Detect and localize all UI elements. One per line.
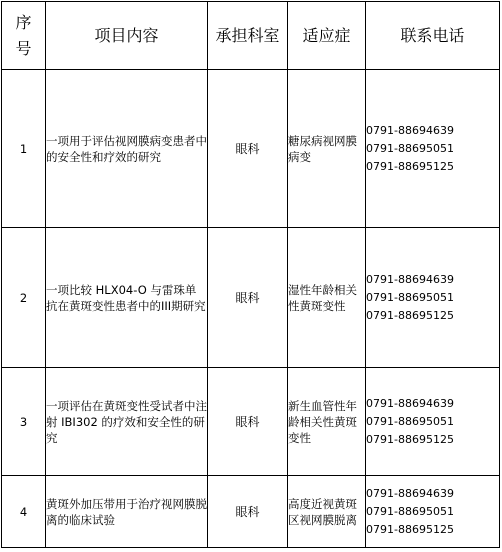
header-seq: 序号 <box>2 2 46 70</box>
row-indication: 高度近视黄斑区视网膜脱离 <box>288 476 366 548</box>
header-dept: 承担科室 <box>208 2 288 70</box>
row-content: 黄斑外加压带用于治疗视网膜脱离的临床试验 <box>46 476 208 548</box>
row-content: 一项比较 HLX04-O 与雷珠单抗在黄斑变性患者中的III期研究 <box>46 228 208 368</box>
row-phones <box>366 228 500 368</box>
header-indication: 适应症 <box>288 2 366 70</box>
row-content: 一项用于评估视网膜病变患者中的安全性和疗效的研究 <box>46 70 208 228</box>
row-phones <box>366 368 500 476</box>
header-phone: 联系电话 <box>366 2 500 70</box>
row-phones <box>366 70 500 228</box>
row-content: 一项评估在黄斑变性受试者中注射 IBI302 的疗效和安全性的研究 <box>46 368 208 476</box>
row-indication: 糖尿病视网膜病变 <box>288 70 366 228</box>
phone-number: 0791-88695125 <box>366 432 454 446</box>
header-row <box>2 2 500 70</box>
phone-number: 0791-88695051 <box>366 504 454 518</box>
phone-number: 0791-88695125 <box>366 522 454 536</box>
trial-table <box>1 1 500 548</box>
row-dept: 眼科 <box>208 368 288 476</box>
table-row <box>2 368 500 476</box>
row-seq: 1 <box>2 70 46 228</box>
phone-number: 0791-88694639 <box>366 123 454 137</box>
phone-number: 0791-88695051 <box>366 290 454 304</box>
table-row <box>2 70 500 228</box>
phone-number: 0791-88695125 <box>366 159 454 173</box>
phone-number: 0791-88695051 <box>366 141 454 155</box>
row-dept: 眼科 <box>208 70 288 228</box>
row-seq: 3 <box>2 368 46 476</box>
row-indication: 湿性年龄相关性黄斑变性 <box>288 228 366 368</box>
row-indication: 新生血管性年龄相关性黄斑变性 <box>288 368 366 476</box>
row-seq: 4 <box>2 476 46 548</box>
phone-number: 0791-88694639 <box>366 396 454 410</box>
phone-number: 0791-88694639 <box>366 272 454 286</box>
table-row <box>2 228 500 368</box>
phone-number: 0791-88694639 <box>366 486 454 500</box>
header-content: 项目内容 <box>46 2 208 70</box>
row-phones <box>366 476 500 548</box>
table-row <box>2 476 500 548</box>
row-seq: 2 <box>2 228 46 368</box>
phone-number: 0791-88695125 <box>366 308 454 322</box>
row-dept: 眼科 <box>208 228 288 368</box>
phone-number: 0791-88695051 <box>366 414 454 428</box>
row-dept: 眼科 <box>208 476 288 548</box>
